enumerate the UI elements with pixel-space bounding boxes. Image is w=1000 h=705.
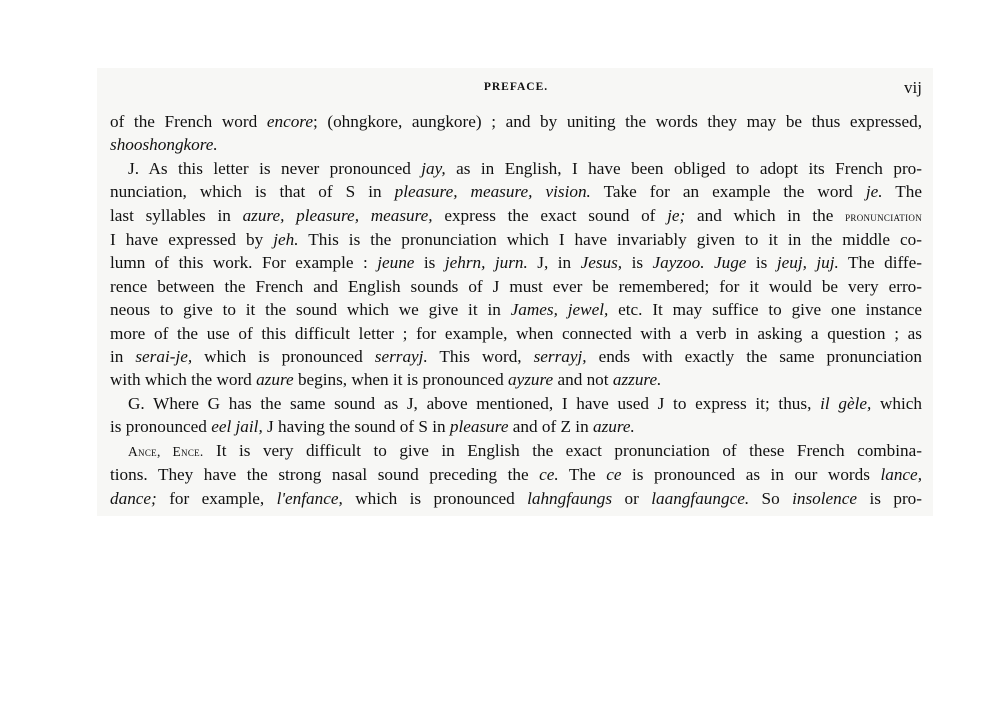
small-caps-text: Ance, Ence. [128, 443, 204, 459]
italic-text: pleasure [449, 417, 509, 437]
italic-text: azzure. [612, 370, 662, 390]
italic-text: insolence [792, 488, 858, 508]
text-run: for example, [156, 488, 277, 508]
text-run: is pronounced [110, 417, 212, 437]
text-run: is pro- [857, 488, 922, 508]
italic-text: lahngfaungs [527, 488, 613, 508]
text-run: The [882, 182, 922, 202]
italic-text: ce [606, 465, 622, 485]
italic-text: ayzure [507, 370, 554, 390]
italic-text: jeh. [273, 230, 299, 250]
text-line [110, 463, 922, 486]
text-run: and of Z in [508, 417, 593, 437]
text-run: So [749, 488, 793, 508]
text-line [110, 110, 922, 133]
text-line [110, 298, 922, 321]
italic-text: ce. [539, 465, 559, 485]
italic-text: il gèle, [820, 393, 872, 413]
text-run: Take for an example the word [590, 182, 866, 202]
text-run: rence between the French and English sounds of J must ever be remembered; for it would be very erro- [110, 276, 922, 296]
italic-text: dance; [110, 488, 157, 508]
italic-text: azure. [592, 417, 635, 437]
text-run: J, in [527, 253, 581, 273]
text-line [110, 322, 922, 345]
italic-text: l'enfance, [276, 488, 343, 508]
text-run: which [871, 393, 922, 413]
text-line [110, 487, 922, 510]
italic-text: pleasure, measure, vision. [394, 182, 591, 202]
italic-text: je. [865, 182, 883, 202]
text-run: J. As this letter is never pronounced [128, 158, 422, 178]
text-run: express the exact sound of [432, 205, 668, 225]
text-run: is [414, 253, 445, 273]
italic-text: azure [256, 370, 294, 390]
text-run: is [622, 253, 653, 273]
italic-text: James, jewel, [510, 300, 609, 320]
text-run: ends with exactly the same pronunciation [586, 347, 922, 367]
italic-text: shooshongkore. [110, 135, 218, 155]
text-run: is [746, 253, 777, 273]
text-run: is pronounced as in our words [621, 465, 881, 485]
text-run: neous to give to it the sound which we give it in [110, 300, 511, 320]
text-line [110, 415, 922, 438]
text-run: tions. They have the strong nasal sound preceding the [110, 465, 540, 485]
text-run: and not [553, 370, 613, 390]
text-run: begins, when it is pronounced [293, 370, 508, 390]
text-run: nunciation, which is that of S in [110, 182, 395, 202]
small-caps-text: pronunciation [845, 208, 922, 224]
italic-text: encore [266, 112, 313, 131]
italic-text: je; [667, 205, 686, 225]
italic-text: jeune [377, 253, 415, 273]
italic-text: jeuj, juj. [776, 253, 839, 273]
text-run: etc. It may suffice to give one instance [608, 300, 922, 320]
text-line [110, 133, 922, 156]
text-run: I have expressed by [110, 230, 274, 250]
text-line [110, 368, 922, 391]
italic-text: eel jail, [211, 417, 263, 437]
text-line [110, 204, 922, 228]
text-run: ; (ohngkore, aungkore) ; and by uniting the words they may be thus expressed, [312, 112, 922, 131]
text-run: lumn of this work. For example : [110, 253, 378, 273]
text-run: This word, [427, 347, 534, 367]
text-run: as in English, I have been obliged to adopt its French pro- [445, 158, 923, 178]
text-run: This is the pronunciation which I have invariably given to it in the middle co- [298, 230, 923, 250]
text-run: It is very difficult to give in English the exact pronunciation of these French combina- [203, 440, 922, 460]
italic-text: Jesus, [580, 253, 623, 273]
italic-text: jehrn, jurn. [444, 253, 528, 273]
text-run: The [558, 465, 607, 485]
italic-text: jay, [421, 158, 446, 178]
text-line [110, 228, 922, 251]
text-run: G. Where G has the same sound as J, above mentioned, I have used J to express it; thus, [128, 393, 821, 413]
italic-text: serrayj, [533, 347, 587, 367]
text-line [110, 439, 922, 463]
text-run: or [612, 488, 652, 508]
page-header [110, 78, 922, 102]
italic-text: serrayj. [374, 347, 428, 367]
text-line [110, 392, 922, 415]
text-line [110, 275, 922, 298]
italic-text: serai-je, [135, 347, 193, 367]
text-run: which is pronounced [192, 347, 375, 367]
text-run: more of the use of this difficult letter ; for example, when connected with a verb in asking a question ; as [110, 323, 922, 343]
text-run: The diffe- [838, 253, 923, 273]
running-head: PREFACE. [483, 81, 549, 93]
italic-text: laangfaungce. [651, 488, 750, 508]
text-run: which is pronounced [342, 488, 528, 508]
text-run: and which in the [685, 205, 846, 225]
text-run: in [110, 347, 136, 367]
text-line [110, 345, 922, 368]
text-run: with which the word [110, 370, 257, 390]
text-line [110, 180, 922, 203]
body-text [110, 110, 922, 510]
italic-text: Jayzoo. Juge [652, 253, 747, 273]
text-run: J having the sound of S in [262, 417, 450, 437]
text-line [110, 251, 922, 274]
text-run: last syllables in [110, 205, 243, 225]
italic-text: lance, [880, 465, 922, 485]
italic-text: azure, pleasure, measure, [242, 205, 433, 225]
page-number: vij [904, 78, 922, 97]
text-line [110, 157, 922, 180]
text-run: of the French word [110, 112, 267, 131]
